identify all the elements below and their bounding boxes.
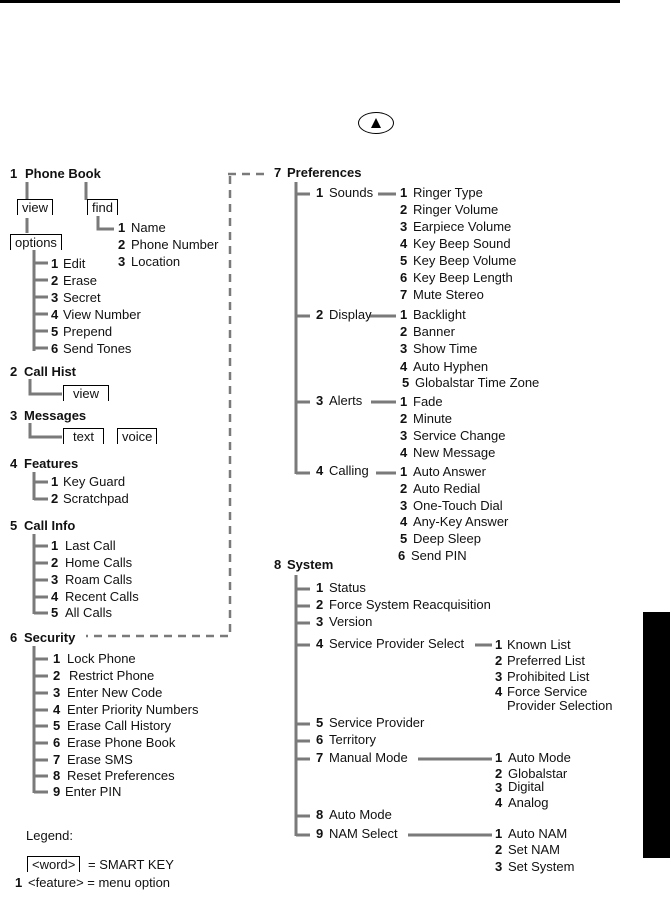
options-item-number: 1 bbox=[51, 256, 59, 271]
calling-item-number: 4 bbox=[400, 514, 408, 529]
display-item-number: 4 bbox=[400, 359, 408, 374]
security-item[interactable]: Reset Preferences bbox=[67, 768, 175, 783]
security-number: 6 bbox=[10, 630, 18, 645]
sounds-item[interactable]: Key Beep Sound bbox=[413, 236, 511, 251]
sounds-item-number: 7 bbox=[400, 287, 408, 302]
manual-mode-item-number: 2 bbox=[495, 766, 503, 781]
provider-select-item[interactable]: Prohibited List bbox=[507, 669, 590, 684]
call-info-item-number: 2 bbox=[51, 555, 59, 570]
nam-select-item[interactable]: Auto NAM bbox=[508, 826, 568, 841]
nam-select-item[interactable]: Set System bbox=[508, 859, 575, 874]
phone-book-options-smart-key[interactable]: options bbox=[10, 234, 62, 250]
sounds-item[interactable]: Ringer Type bbox=[413, 185, 483, 200]
security-item-number: 8 bbox=[53, 768, 61, 783]
system-item-number: 1 bbox=[316, 580, 324, 595]
call-info-item-number: 4 bbox=[51, 589, 59, 604]
system-item[interactable]: Manual Mode bbox=[329, 750, 408, 765]
options-item[interactable]: View Number bbox=[63, 307, 141, 322]
alerts-item-number: 3 bbox=[400, 428, 408, 443]
provider-select-item-line2[interactable]: Provider Selection bbox=[507, 698, 613, 713]
call-info-item-number: 1 bbox=[51, 538, 59, 553]
system-item-number: 6 bbox=[316, 732, 324, 747]
system-item[interactable]: Version bbox=[329, 614, 373, 629]
find-item-number: 3 bbox=[118, 254, 126, 269]
alerts-item[interactable]: Service Change bbox=[413, 428, 506, 443]
display-label[interactable]: Display bbox=[329, 307, 372, 322]
nam-select-item-number: 2 bbox=[495, 842, 503, 857]
features-item-number: 1 bbox=[51, 474, 59, 489]
system-item[interactable]: NAM Select bbox=[329, 826, 398, 841]
provider-select-item-number: 1 bbox=[495, 637, 503, 652]
phone-book-view-smart-key[interactable]: view bbox=[17, 199, 53, 215]
legend-feature-number: 1 bbox=[15, 875, 23, 890]
sounds-item-number: 5 bbox=[400, 253, 408, 268]
system-item-number: 9 bbox=[316, 826, 324, 841]
system-item[interactable]: Territory bbox=[329, 732, 376, 747]
find-item[interactable]: Name bbox=[131, 220, 166, 235]
display-item[interactable]: Show Time bbox=[413, 341, 478, 356]
system-item-number: 4 bbox=[316, 636, 324, 651]
sounds-item[interactable]: Key Beep Volume bbox=[413, 253, 517, 268]
sounds-item-number: 6 bbox=[400, 270, 408, 285]
display-item[interactable]: Banner bbox=[413, 324, 455, 339]
legend-feature-text: <feature> = menu option bbox=[28, 875, 171, 890]
security-item-number: 3 bbox=[53, 685, 61, 700]
call-info-title: Call Info bbox=[24, 518, 76, 533]
display-item-number: 5 bbox=[402, 375, 410, 390]
provider-select-item[interactable]: Preferred List bbox=[507, 653, 586, 668]
sounds-item[interactable]: Earpiece Volume bbox=[413, 219, 512, 234]
alerts-item[interactable]: New Message bbox=[413, 445, 496, 460]
display-item-number: 3 bbox=[400, 341, 408, 356]
security-item[interactable]: Lock Phone bbox=[67, 651, 136, 666]
security-item[interactable]: Enter Priority Numbers bbox=[67, 702, 199, 717]
display-item[interactable]: Auto Hyphen bbox=[413, 359, 489, 374]
sounds-item[interactable]: Ringer Volume bbox=[413, 202, 499, 217]
manual-mode-item-number: 3 bbox=[495, 780, 503, 795]
calling-item[interactable]: Any-Key Answer bbox=[413, 514, 509, 529]
calling-item[interactable]: Auto Answer bbox=[413, 464, 486, 479]
security-item[interactable]: Erase Phone Book bbox=[67, 735, 176, 750]
provider-select-item[interactable]: Force Service bbox=[507, 684, 588, 699]
system-number: 8 bbox=[274, 557, 282, 572]
manual-mode-item[interactable]: Analog bbox=[508, 795, 549, 810]
security-item[interactable]: Enter PIN bbox=[65, 784, 122, 799]
find-item-number: 1 bbox=[118, 220, 126, 235]
manual-mode-item[interactable]: Auto Mode bbox=[508, 750, 571, 765]
phone-book-find-smart-key[interactable]: find bbox=[87, 199, 118, 215]
system-item[interactable]: Status bbox=[329, 580, 366, 595]
options-item[interactable]: Send Tones bbox=[63, 341, 132, 356]
system-item[interactable]: Force System Reacquisition bbox=[329, 597, 491, 612]
sounds-number: 1 bbox=[316, 185, 324, 200]
features-item-number: 2 bbox=[51, 491, 59, 506]
options-item-number: 5 bbox=[51, 324, 59, 339]
security-item-number: 1 bbox=[53, 651, 61, 666]
manual-mode-item[interactable]: Globalstar bbox=[508, 766, 568, 781]
calling-item-number: 2 bbox=[400, 481, 408, 496]
security-item[interactable]: Erase SMS bbox=[67, 752, 133, 767]
provider-select-item-number: 3 bbox=[495, 669, 503, 684]
manual-mode-item-number: 4 bbox=[495, 795, 503, 810]
phone-book-title: Phone Book bbox=[25, 166, 101, 181]
system-item-number: 8 bbox=[316, 807, 324, 822]
alerts-number: 3 bbox=[316, 393, 324, 408]
call-info-item[interactable]: Last Call bbox=[65, 538, 116, 553]
system-item-number: 2 bbox=[316, 597, 324, 612]
options-item[interactable]: Edit bbox=[63, 256, 86, 271]
phone-book-number: 1 bbox=[10, 166, 18, 181]
calling-item-number: 3 bbox=[400, 498, 408, 513]
alerts-item-number: 1 bbox=[400, 394, 408, 409]
system-item-number: 5 bbox=[316, 715, 324, 730]
security-item-number: 6 bbox=[53, 735, 61, 750]
calling-item[interactable]: Deep Sleep bbox=[413, 531, 481, 546]
options-item[interactable]: Secret bbox=[63, 290, 101, 305]
options-item-number: 2 bbox=[51, 273, 59, 288]
sounds-item-number: 1 bbox=[400, 185, 408, 200]
sounds-item-number: 3 bbox=[400, 219, 408, 234]
alerts-item-number: 2 bbox=[400, 411, 408, 426]
call-info-item-number: 3 bbox=[51, 572, 59, 587]
security-item-number: 4 bbox=[53, 702, 61, 717]
sounds-label[interactable]: Sounds bbox=[329, 185, 374, 200]
call-hist-number: 2 bbox=[10, 364, 18, 379]
call-info-item-number: 5 bbox=[51, 605, 59, 620]
security-item[interactable]: Enter New Code bbox=[67, 685, 163, 700]
legend-smart-key-sample: <word> bbox=[27, 856, 80, 872]
options-item[interactable]: Erase bbox=[63, 273, 97, 288]
security-item-number: 5 bbox=[53, 718, 61, 733]
alerts-label[interactable]: Alerts bbox=[329, 393, 363, 408]
system-title: System bbox=[287, 557, 334, 572]
features-number: 4 bbox=[10, 456, 18, 471]
find-item[interactable]: Location bbox=[131, 254, 181, 269]
options-item-number: 6 bbox=[51, 341, 59, 356]
system-item-number: 3 bbox=[316, 614, 324, 629]
call-info-item[interactable]: Recent Calls bbox=[65, 589, 139, 604]
options-item[interactable]: Prepend bbox=[63, 324, 113, 339]
sounds-item-number: 2 bbox=[400, 202, 408, 217]
security-title: Security bbox=[24, 630, 76, 645]
calling-number: 4 bbox=[316, 463, 324, 478]
call-hist-view-smart-key[interactable]: view bbox=[63, 385, 109, 401]
options-item-number: 4 bbox=[51, 307, 59, 322]
alerts-item[interactable]: Minute bbox=[413, 411, 453, 426]
messages-number: 3 bbox=[10, 408, 18, 423]
display-number: 2 bbox=[316, 307, 324, 322]
system-item[interactable]: Service Provider Select bbox=[329, 636, 465, 651]
calling-item-number: 6 bbox=[398, 548, 406, 563]
call-info-item[interactable]: Roam Calls bbox=[65, 572, 133, 587]
calling-item-number: 5 bbox=[400, 531, 408, 546]
calling-label[interactable]: Calling bbox=[329, 463, 369, 478]
call-info-item[interactable]: All Calls bbox=[65, 605, 112, 620]
call-info-item[interactable]: Home Calls bbox=[65, 555, 133, 570]
calling-item[interactable]: Send PIN bbox=[411, 548, 467, 563]
nam-select-item-number: 3 bbox=[495, 859, 503, 874]
calling-item[interactable]: One-Touch Dial bbox=[413, 498, 503, 513]
manual-mode-item[interactable]: Digital bbox=[508, 779, 545, 794]
legend-title: Legend: bbox=[26, 828, 73, 843]
security-item-number: 7 bbox=[53, 752, 61, 767]
nam-select-item[interactable]: Set NAM bbox=[508, 842, 561, 857]
system-item[interactable]: Auto Mode bbox=[329, 807, 392, 822]
security-item-number: 2 bbox=[53, 668, 61, 683]
legend-smart-key-text: = SMART KEY bbox=[88, 857, 174, 872]
preferences-title: Preferences bbox=[287, 165, 362, 180]
alerts-item[interactable]: Fade bbox=[413, 394, 443, 409]
manual-mode-item-number: 1 bbox=[495, 750, 503, 765]
display-item-number: 2 bbox=[400, 324, 408, 339]
preferences-number: 7 bbox=[274, 165, 282, 180]
features-item[interactable]: Key Guard bbox=[63, 474, 126, 489]
messages-title: Messages bbox=[24, 408, 87, 423]
messages-voice-smart-key[interactable]: voice bbox=[117, 428, 157, 444]
call-hist-title: Call Hist bbox=[24, 364, 77, 379]
chapter-side-tab bbox=[643, 612, 670, 858]
sounds-item[interactable]: Mute Stereo bbox=[413, 287, 484, 302]
provider-select-item[interactable]: Known List bbox=[507, 637, 571, 652]
calling-item-number: 1 bbox=[400, 464, 408, 479]
find-item[interactable]: Phone Number bbox=[131, 237, 219, 252]
security-item[interactable]: Restrict Phone bbox=[69, 668, 155, 683]
call-info-number: 5 bbox=[10, 518, 18, 533]
alerts-item-number: 4 bbox=[400, 445, 408, 460]
display-item[interactable]: Backlight bbox=[413, 307, 466, 322]
messages-text-smart-key[interactable]: text bbox=[63, 428, 104, 444]
display-item[interactable]: Globalstar Time Zone bbox=[415, 375, 540, 390]
provider-select-item-number: 2 bbox=[495, 653, 503, 668]
security-item[interactable]: Erase Call History bbox=[67, 718, 172, 733]
find-item-number: 2 bbox=[118, 237, 126, 252]
nam-select-item-number: 1 bbox=[495, 826, 503, 841]
sounds-item[interactable]: Key Beep Length bbox=[413, 270, 513, 285]
calling-item[interactable]: Auto Redial bbox=[413, 481, 481, 496]
sounds-item-number: 4 bbox=[400, 236, 408, 251]
system-item[interactable]: Service Provider bbox=[329, 715, 425, 730]
security-item-number: 9 bbox=[53, 784, 61, 799]
features-title: Features bbox=[24, 456, 79, 471]
system-item-number: 7 bbox=[316, 750, 324, 765]
options-item-number: 3 bbox=[51, 290, 59, 305]
provider-select-item-number: 4 bbox=[495, 684, 503, 699]
display-item-number: 1 bbox=[400, 307, 408, 322]
features-item[interactable]: Scratchpad bbox=[63, 491, 129, 506]
